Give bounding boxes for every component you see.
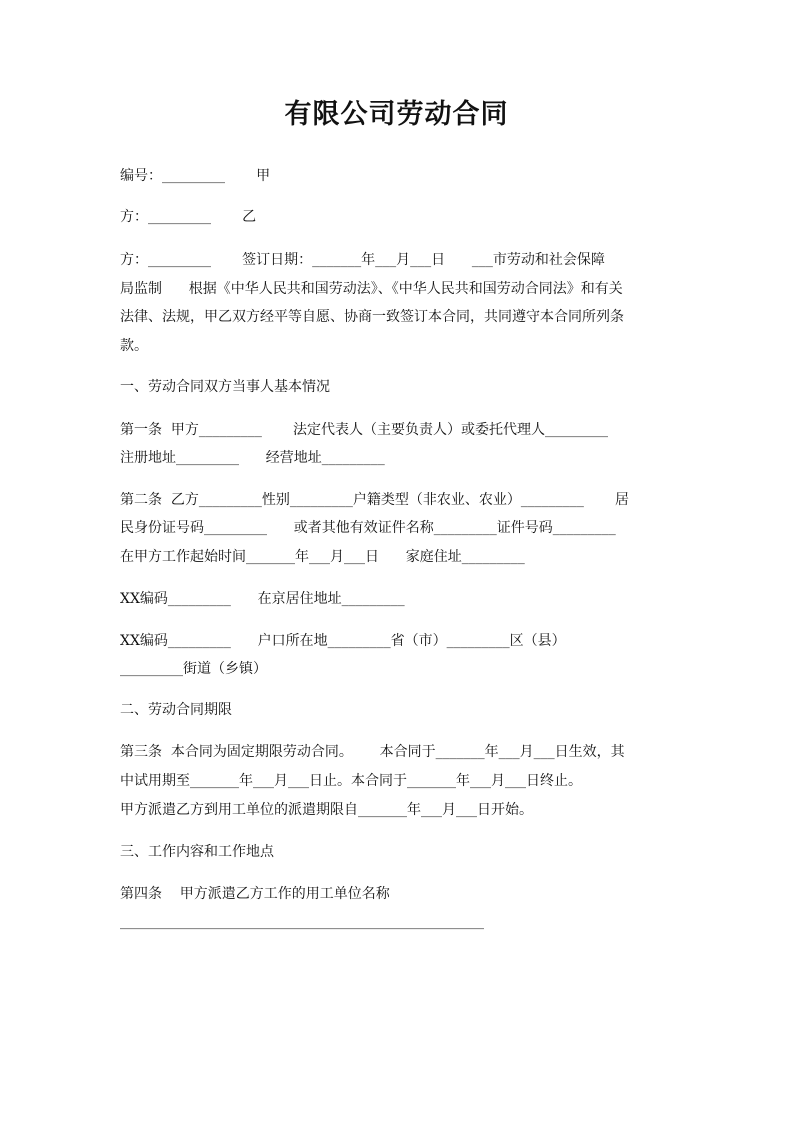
text-line: 方：_________ 乙 xyxy=(120,209,257,225)
text-line: 第二条 乙方_________性别_________户籍类型（非农业、农业）_________ 居 xyxy=(120,492,630,508)
section-heading: 二、劳动合同期限 xyxy=(120,702,232,718)
text-line: 款。 xyxy=(120,338,148,354)
text-line: XX编码_________ 在京居住地址_________ xyxy=(120,591,405,607)
text-line: _________街道（乡镇） xyxy=(120,661,267,677)
section-heading: 一、劳动合同双方当事人基本情况 xyxy=(120,379,330,395)
section-heading: 三、工作内容和工作地点 xyxy=(120,844,274,860)
text-line: 民身份证号码_________ 或者其他有效证件名称_________证件号码_________ xyxy=(120,520,616,536)
text-line: 法律、法规，甲乙双方经平等自愿、协商一致签订本合同，共同遵守本合同所列条 xyxy=(120,309,624,325)
text-line: 第四条 甲方派遣乙方工作的用工单位名称 xyxy=(120,886,390,902)
text-line: 方：_________ 签订日期：_______年___月___日 ___市劳动和社会保障 xyxy=(120,252,605,268)
text-line: 中试用期至_______年___月___日止。本合同于_______年___月___日终止。 xyxy=(120,773,582,789)
text-line: 第三条 本合同为固定期限劳动合同。 本合同于_______年___月___日生效，其 xyxy=(120,744,625,760)
text-line: 甲方派遣乙方到用工单位的派遣期限自_______年___月___日开始。 xyxy=(120,802,533,818)
document-title: 有限公司劳动合同 xyxy=(284,99,509,130)
text-line: ____________________________________________________ xyxy=(120,914,484,930)
text-line: XX编码_________ 户口所在地_________省（市）_________区（县） xyxy=(120,633,566,649)
text-line: 第一条 甲方_________ 法定代表人（主要负责人）或委托代理人_________ xyxy=(120,422,609,438)
text-line: 局监制 根据《中华人民共和国劳动法》、《中华人民共和国劳动合同法》和有关 xyxy=(120,281,623,297)
text-line: 在甲方工作起始时间_______年___月___日 家庭住址_________ xyxy=(120,549,525,565)
text-line: 编号：_________ 甲 xyxy=(120,168,271,184)
text-line: 注册地址_________ 经营地址_________ xyxy=(120,450,385,466)
